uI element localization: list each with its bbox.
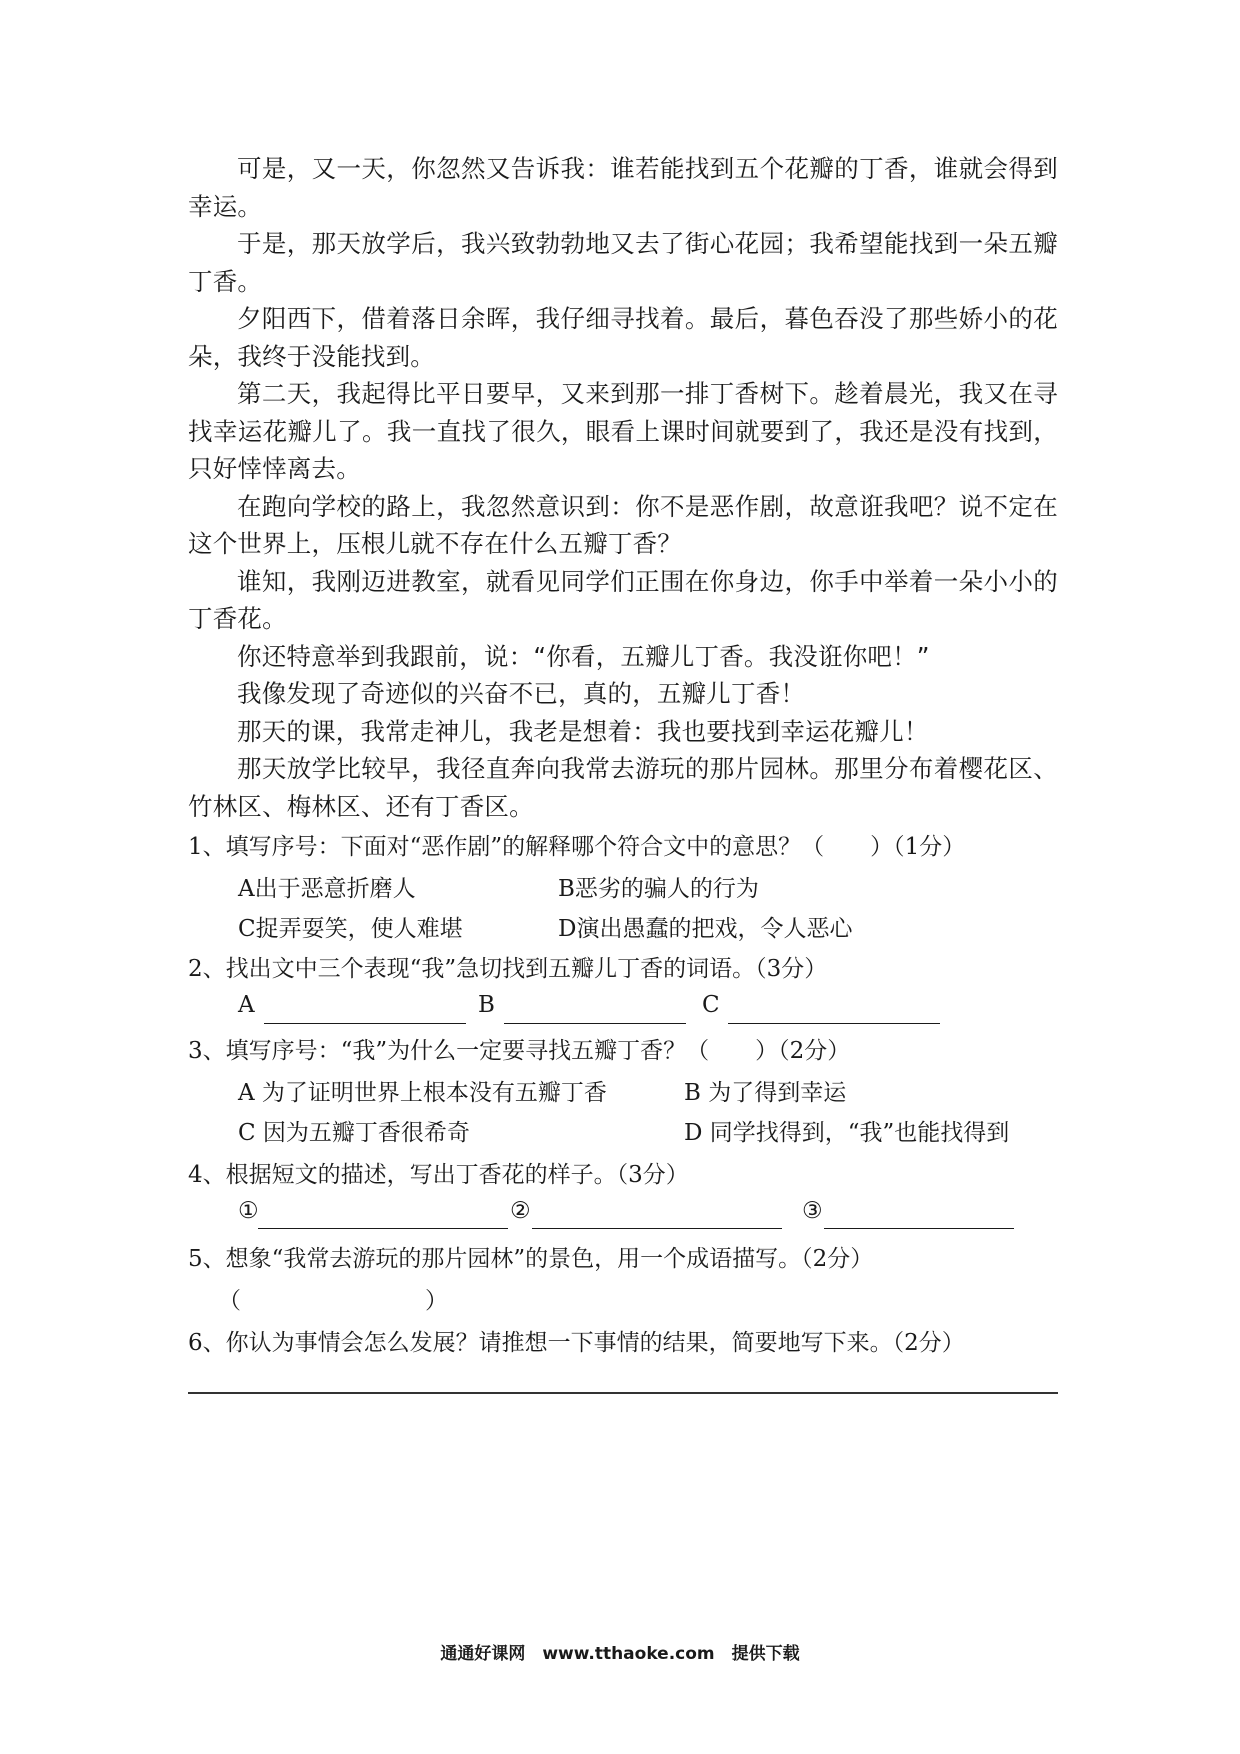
question-4-label-2: ② (510, 1198, 531, 1224)
question-5-answer-blank[interactable]: （ ） (218, 1288, 448, 1314)
question-2-label-b: B (478, 992, 495, 1018)
passage-paragraph: 于是，那天放学后，我兴致勃勃地又去了街心花园；我希望能找到一朵五瓣丁香。 (188, 229, 1058, 296)
reading-passage (188, 150, 1058, 825)
question-1: 1、填写序号：下面对“恶作剧”的解释哪个符合文中的意思？（ ）（1分） (188, 834, 966, 860)
question-3-option-c: C 因为五瓣丁香很希奇 (238, 1120, 470, 1146)
question-1-option-c: C捉弄耍笑，使人难堪 (238, 916, 463, 942)
question-1-option-d: D演出愚蠢的把戏，令人恶心 (558, 916, 853, 942)
answer-line[interactable] (188, 1392, 1058, 1394)
answer-blank-2[interactable] (532, 1228, 782, 1229)
question-2-label-a: A (238, 992, 255, 1018)
passage-paragraph: 第二天，我起得比平日要早，又来到那一排丁香树下。趁着晨光，我又在寻找幸运花瓣儿了。我一直找了很久，眼看上课时间就要到了，我还是没有找到，只好悻悻离去。 (188, 379, 1058, 483)
question-6: 6、你认为事情会怎么发展？请推想一下事情的结果，简要地写下来。（2分） (188, 1330, 965, 1356)
question-4: 4、根据短文的描述，写出丁香花的样子。（3分） (188, 1162, 689, 1188)
question-3: 3、填写序号：“我”为什么一定要寻找五瓣丁香？（ ）（2分） (188, 1038, 851, 1064)
passage-paragraph: 谁知，我刚迈进教室，就看见同学们正围在你身边，你手中举着一朵小小的丁香花。 (188, 566, 1058, 633)
question-3-option-d: D 同学找得到，“我”也能找得到 (684, 1120, 1010, 1146)
question-4-label-3: ③ (802, 1198, 823, 1224)
question-2: 2、找出文中三个表现“我”急切找到五瓣儿丁香的词语。（3分） (188, 956, 828, 982)
question-1-option-a: A出于恶意折磨人 (238, 876, 416, 902)
answer-blank-b[interactable] (504, 1023, 686, 1024)
passage-paragraph: 我像发现了奇迹似的兴奋不已，真的，五瓣儿丁香！ (237, 679, 806, 708)
passage-paragraph: 可是，又一天，你忽然又告诉我：谁若能找到五个花瓣的丁香，谁就会得到幸运。 (188, 154, 1058, 221)
question-3-option-b: B 为了得到幸运 (684, 1080, 847, 1106)
answer-blank-c[interactable] (728, 1023, 940, 1024)
footer-credit: 通通好课网 www.tthaoke.com 提供下载 (440, 1644, 800, 1664)
question-2-label-c: C (702, 992, 720, 1018)
passage-paragraph: 夕阳西下，借着落日余晖，我仔细寻找着。最后，暮色吞没了那些娇小的花朵，我终于没能找到。 (188, 304, 1058, 371)
passage-paragraph: 那天的课，我常走神儿，我老是想着：我也要找到幸运花瓣儿！ (237, 716, 929, 746)
question-3-option-a: A 为了证明世界上根本没有五瓣丁香 (238, 1080, 607, 1106)
answer-blank-3[interactable] (824, 1228, 1014, 1229)
question-5: 5、想象“我常去游玩的那片园林”的景色，用一个成语描写。（2分） (188, 1246, 874, 1272)
passage-paragraph: 你还特意举到我跟前，说：“你看，五瓣儿丁香。我没诳你吧！” (237, 641, 930, 671)
answer-blank-a[interactable] (264, 1023, 466, 1024)
answer-blank-1[interactable] (258, 1228, 508, 1229)
question-1-option-b: B恶劣的骗人的行为 (558, 876, 759, 902)
question-4-label-1: ① (238, 1198, 259, 1224)
passage-paragraph: 在跑向学校的路上，我忽然意识到：你不是恶作剧，故意诳我吧？说不定在这个世界上，压根儿就不存在什么五瓣丁香？ (188, 491, 1058, 558)
passage-paragraph: 那天放学比较早，我径直奔向我常去游玩的那片园林。那里分布着樱花区、竹林区、梅林区、还有丁香区。 (188, 754, 1058, 821)
